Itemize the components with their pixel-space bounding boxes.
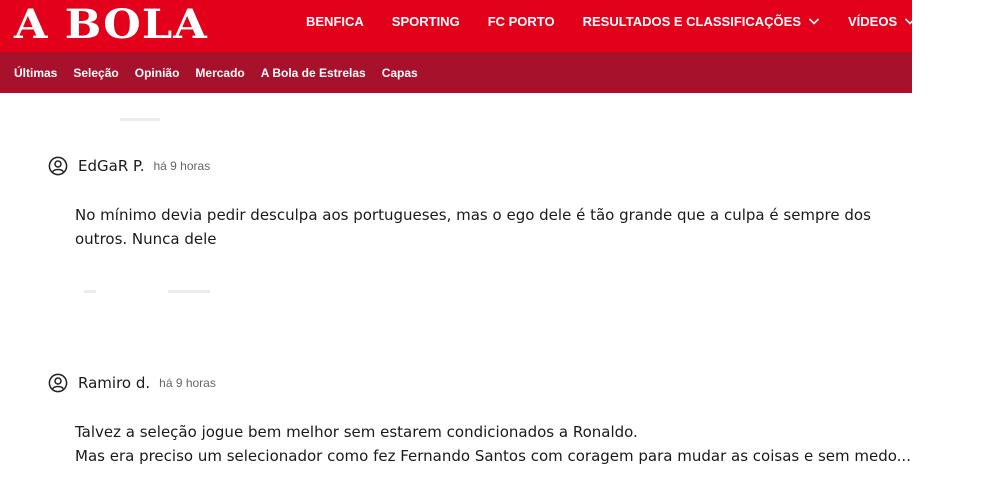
comment-header (48, 373, 216, 393)
sub-navigation-bar (0, 52, 912, 93)
chevron-down-icon (904, 15, 916, 27)
sub-nav-capas[interactable]: Capas (381, 65, 418, 80)
nav-item-label: BENFICA (306, 13, 364, 29)
comment-author[interactable]: EdGaR P. (78, 157, 145, 175)
comment-timestamp: há 9 horas (159, 376, 216, 390)
comment-text-line: Mas era preciso um selecionador como fez Fernando Santos com coragem para mudar as coisas e sem medo... (75, 447, 911, 465)
sub-nav-ultimas[interactable]: Últimas (14, 65, 58, 80)
sub-nav-selecao[interactable]: Seleção (73, 65, 119, 80)
top-navigation-bar (0, 0, 966, 52)
nav-item-label: RESULTADOS E CLASSIFICAÇÕES (582, 13, 801, 29)
site-logo[interactable]: A BOLA (14, 1, 208, 48)
user-circle-icon (48, 373, 68, 393)
chevron-down-icon (808, 15, 820, 27)
nav-item-more[interactable] (944, 14, 965, 29)
nav-item-resultados[interactable] (583, 14, 820, 29)
comment-author[interactable]: Ramiro d. (78, 374, 151, 392)
main-nav (306, 0, 993, 42)
nav-item-benfica[interactable] (306, 14, 364, 29)
comment-text (75, 203, 875, 251)
nav-item-label: FC PORTO (487, 13, 555, 29)
sub-nav-mercado[interactable]: Mercado (195, 65, 245, 80)
comment-text-line: No mínimo devia pedir desculpa aos portugueses, mas o ego dele é tão grande que a culpa é sempre dos (75, 206, 871, 224)
nav-item-videos[interactable] (848, 14, 916, 29)
user-circle-icon (48, 156, 68, 176)
sub-nav-opiniao[interactable]: Opinião (134, 65, 180, 80)
comment-header (48, 156, 210, 176)
nav-item-fc-porto[interactable] (488, 14, 555, 29)
nav-item-sporting[interactable] (392, 14, 460, 29)
nav-item-label: SPORTING (391, 13, 460, 29)
sub-nav-a-bola-de-estrelas[interactable]: A Bola de Estrelas (260, 65, 366, 80)
nav-item-label: MO (944, 13, 966, 29)
comment-text (75, 420, 911, 468)
nav-item-label: VÍDEOS (848, 13, 898, 29)
comment-text-line: Talvez a seleção jogue bem melhor sem estarem condicionados a Ronaldo. (75, 423, 638, 441)
comment-text-line: outros. Nunca dele (75, 230, 217, 248)
comment-timestamp: há 9 horas (153, 159, 211, 173)
